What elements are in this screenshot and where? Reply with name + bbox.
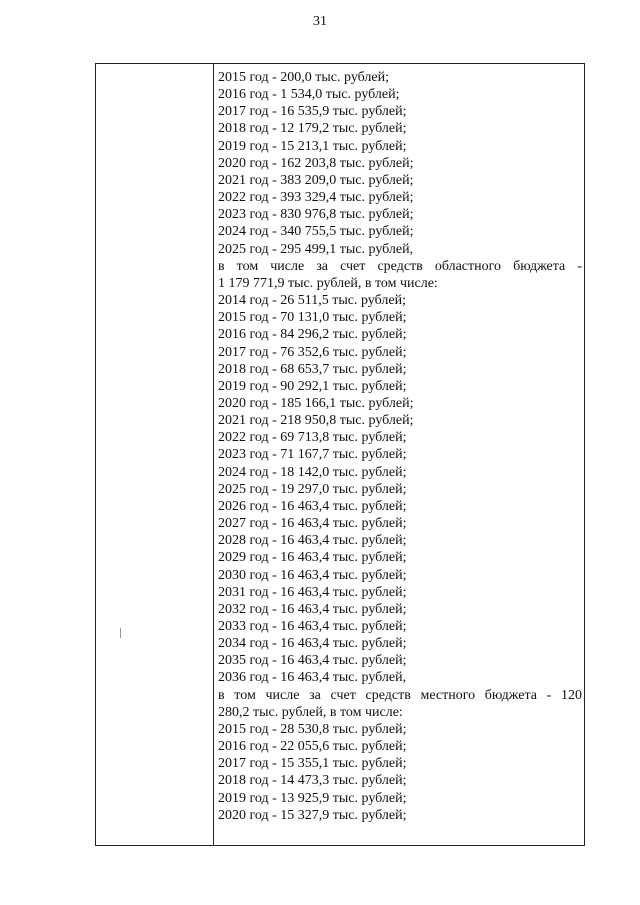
column-divider xyxy=(213,63,214,846)
text-line: 2023 год - 71 167,7 тыс. рублей; xyxy=(218,447,407,463)
text-line: 2017 год - 15 355,1 тыс. рублей; xyxy=(218,756,407,772)
text-line: 280,2 тыс. рублей, в том числе: xyxy=(218,704,403,720)
text-line: 2019 год - 13 925,9 тыс. рублей; xyxy=(218,790,407,806)
text-line: 2016 год - 1 534,0 тыс. рублей; xyxy=(218,87,400,103)
text-line: 2024 год - 18 142,0 тыс. рублей; xyxy=(218,464,407,480)
funding-cell xyxy=(218,69,582,824)
text-line: 2021 год - 383 209,0 тыс. рублей; xyxy=(218,172,414,188)
text-line: 2015 год - 28 530,8 тыс. рублей; xyxy=(218,721,407,737)
text-line: 2020 год - 185 166,1 тыс. рублей; xyxy=(218,395,414,411)
text-line: 2022 год - 69 713,8 тыс. рублей; xyxy=(218,430,407,446)
text-line: 2025 год - 295 499,1 тыс. рублей, xyxy=(218,241,414,257)
text-line: 2024 год - 340 755,5 тыс. рублей; xyxy=(218,224,414,240)
text-line: 2021 год - 218 950,8 тыс. рублей; xyxy=(218,413,414,429)
page-number: 31 xyxy=(313,14,327,29)
text-line: 2030 год - 16 463,4 тыс. рублей; xyxy=(218,567,407,583)
text-line: 2029 год - 16 463,4 тыс. рублей; xyxy=(218,550,407,566)
text-line: 2033 год - 16 463,4 тыс. рублей; xyxy=(218,619,407,634)
text-line: 2019 год - 90 292,1 тыс. рублей; xyxy=(218,378,407,394)
text-line: 2017 год - 16 535,9 тыс. рублей; xyxy=(218,104,407,120)
text-line: 2036 год - 16 463,4 тыс. рублей, xyxy=(218,670,407,686)
text-line: 2032 год - 16 463,4 тыс. рублей; xyxy=(218,601,407,617)
text-line: 2015 год - 70 131,0 тыс. рублей; xyxy=(218,310,407,326)
text-line: 2015 год - 200,0 тыс. рублей; xyxy=(218,70,390,85)
text-line: 2020 год - 15 327,9 тыс. рублей; xyxy=(218,807,407,823)
text-line: 2019 год - 15 213,1 тыс. рублей; xyxy=(218,138,407,154)
text-line: в том числе за счет средств областного бюджета - xyxy=(218,258,582,274)
text-line: 2018 год - 68 653,7 тыс. рублей; xyxy=(218,361,407,377)
text-line: 2031 год - 16 463,4 тыс. рублей; xyxy=(218,584,407,600)
text-line: 2018 год - 12 179,2 тыс. рублей; xyxy=(218,121,407,137)
text-line: 2016 год - 22 055,6 тыс. рублей; xyxy=(218,739,407,755)
text-line: 2035 год - 16 463,4 тыс. рублей; xyxy=(218,653,407,669)
text-line: 2017 год - 76 352,6 тыс. рублей; xyxy=(218,344,407,360)
text-line: 2025 год - 19 297,0 тыс. рублей; xyxy=(218,481,407,497)
margin-mark xyxy=(120,628,121,638)
text-line: 2014 год - 26 511,5 тыс. рублей; xyxy=(218,293,406,309)
text-line: 2027 год - 16 463,4 тыс. рублей; xyxy=(218,516,407,532)
text-line: 1 179 771,9 тыс. рублей, в том числе: xyxy=(218,275,438,291)
text-line: 2022 год - 393 329,4 тыс. рублей; xyxy=(218,190,414,206)
text-line: 2023 год - 830 976,8 тыс. рублей; xyxy=(218,207,414,223)
text-line: 2018 год - 14 473,3 тыс. рублей; xyxy=(218,773,407,789)
text-line: 2016 год - 84 296,2 тыс. рублей; xyxy=(218,327,407,343)
text-line: 2020 год - 162 203,8 тыс. рублей; xyxy=(218,155,414,171)
text-line: в том числе за счет средств местного бюджета - 120 xyxy=(218,687,582,703)
text-line: 2028 год - 16 463,4 тыс. рублей; xyxy=(218,533,407,549)
text-line: 2034 год - 16 463,4 тыс. рублей; xyxy=(218,636,407,652)
text-line: 2026 год - 16 463,4 тыс. рублей; xyxy=(218,498,407,514)
